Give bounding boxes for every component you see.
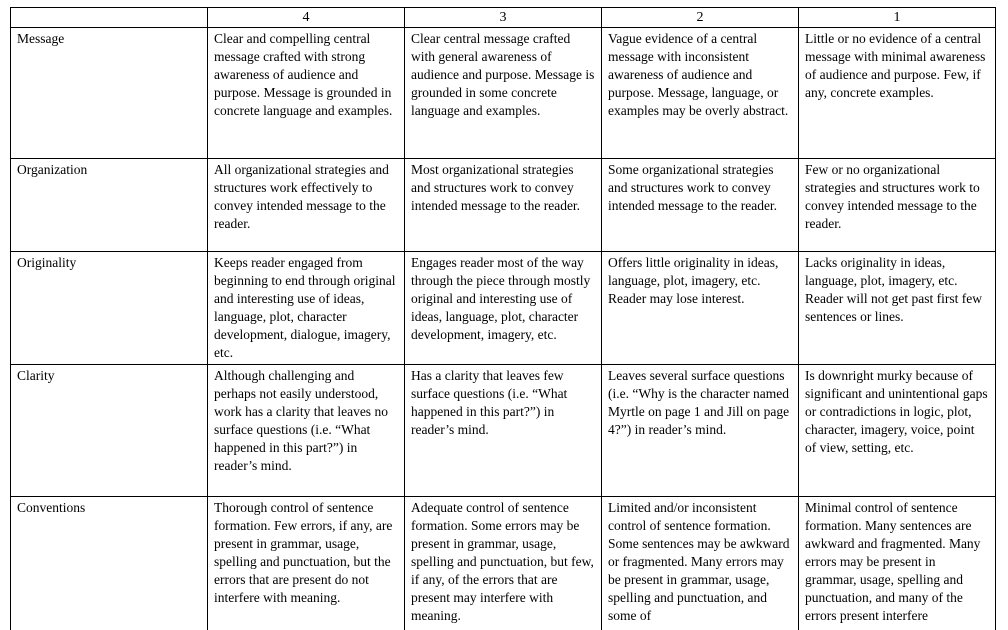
rubric-cell-organization-4: All organizational strategies and structures work effectively to convey intended message to the reader. [208,159,405,252]
rubric-cell-conventions-4: Thorough control of sentence formation. Few errors, if any, are present in grammar, usage, spelling and punctuation, but the errors that are present do not interfere with meaning. [208,497,405,630]
criterion-label-clarity: Clarity [11,365,208,497]
rubric-cell-originality-2: Offers little originality in ideas, language, plot, imagery, etc. Reader may lose interest. [602,252,799,365]
rubric-cell-originality-3: Engages reader most of the way through the piece through mostly original and interesting use of ideas, language, plot, character development, imagery, etc. [405,252,602,365]
rubric-cell-clarity-1: Is downright murky because of significant and unintentional gaps or contradictions in logic, plot, character, imagery, voice, point of view, setting, etc. [799,365,996,497]
rubric-cell-conventions-1: Minimal control of sentence formation. Many sentences are awkward and fragmented. Many errors may be present in grammar, usage, spelling and punctuation, and many of the errors present interfere [799,497,996,630]
rubric-cell-message-1: Little or no evidence of a central message with minimal awareness of audience and purpose. Few, if any, concrete examples. [799,28,996,159]
rubric-cell-clarity-3: Has a clarity that leaves few surface questions (i.e. “What happened in this part?”) in reader’s mind. [405,365,602,497]
table-row-message [11,28,996,159]
rubric-cell-clarity-4: Although challenging and perhaps not easily understood, work has a clarity that leaves no surface questions (i.e. “What happened in this part?”) in reader’s mind. [208,365,405,497]
table-row-clarity [11,365,996,497]
rubric-cell-organization-1: Few or no organizational strategies and structures work to convey intended message to the reader. [799,159,996,252]
rubric-cell-conventions-3: Adequate control of sentence formation. Some errors may be present in grammar, usage, spelling and punctuation, but few, if any, of the errors that are present may interfere with meaning. [405,497,602,630]
corner-cell [11,8,208,28]
criterion-label-originality: Originality [11,252,208,365]
rubric-cell-organization-2: Some organizational strategies and structures work to convey intended message to the reader. [602,159,799,252]
rubric-cell-message-4: Clear and compelling central message crafted with strong awareness of audience and purpose. Message is grounded in concrete language and examples. [208,28,405,159]
score-header-1: 1 [799,8,996,28]
table-row-originality [11,252,996,365]
score-header-3: 3 [405,8,602,28]
rubric-cell-message-2: Vague evidence of a central message with inconsistent awareness of audience and purpose. Message, language, or examples may be overly abstract. [602,28,799,159]
rubric-cell-originality-1: Lacks originality in ideas, language, plot, imagery, etc. Reader will not get past first few sentences or lines. [799,252,996,365]
table-row-conventions [11,497,996,630]
rubric-table [10,7,996,630]
score-header-4: 4 [208,8,405,28]
rubric-cell-message-3: Clear central message crafted with general awareness of audience and purpose. Message is grounded in some concrete language and examples. [405,28,602,159]
rubric-header-row [11,8,996,28]
rubric-cell-organization-3: Most organizational strategies and structures work to convey intended message to the reader. [405,159,602,252]
rubric-cell-conventions-2: Limited and/or inconsistent control of sentence formation. Some sentences may be awkward or fragmented. Many errors may be present in grammar, usage, spelling and punctuation, and some of [602,497,799,630]
criterion-label-message: Message [11,28,208,159]
rubric-cell-clarity-2: Leaves several surface questions (i.e. “Why is the character named Myrtle on page 1 and Jill on page 4?”) in reader’s mind. [602,365,799,497]
criterion-label-conventions: Conventions [11,497,208,630]
criterion-label-organization: Organization [11,159,208,252]
score-header-2: 2 [602,8,799,28]
table-row-organization [11,159,996,252]
rubric-cell-originality-4: Keeps reader engaged from beginning to end through original and interesting use of ideas, language, plot, character development, dialogue, imagery, etc. [208,252,405,365]
